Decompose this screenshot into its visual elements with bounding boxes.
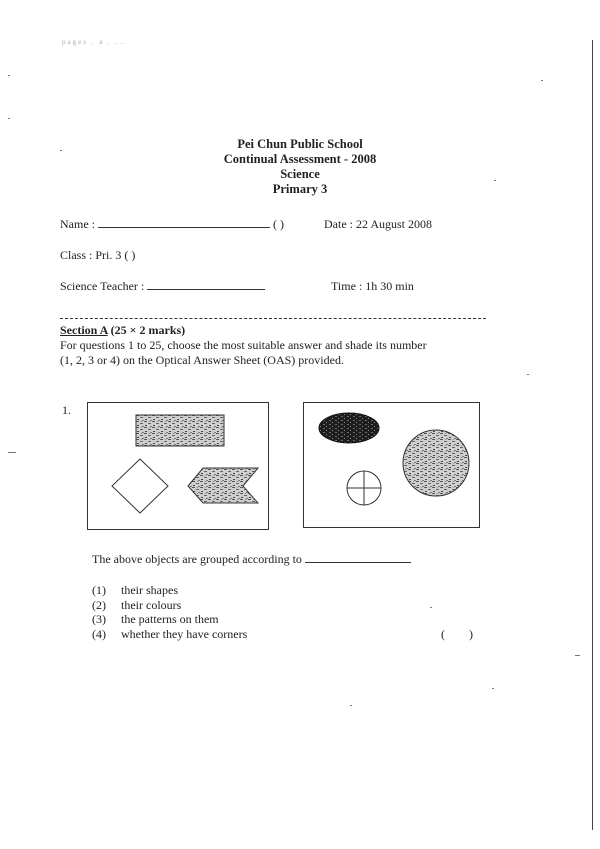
group-b-box (303, 402, 480, 528)
scan-speck (8, 118, 10, 119)
answer-blank (305, 553, 411, 563)
plain-diamond (112, 459, 168, 513)
scan-speck (492, 688, 494, 689)
scan-speck (8, 75, 10, 76)
name-label: Name : (60, 217, 95, 231)
option-text: their shapes (121, 583, 178, 597)
instruction-line-2: (1, 2, 3 or 4) on the Optical Answer Sheet (OAS) provided. (60, 353, 344, 367)
question-stem (92, 552, 411, 567)
scan-speck (8, 452, 16, 453)
option-number: (4) (92, 626, 106, 641)
school-name: Pei Chun Public School (237, 137, 363, 151)
option-number: (2) (92, 597, 106, 612)
answer-bracket: ( ) (441, 627, 473, 641)
class-field: Class : Pri. 3 ( ) (60, 248, 136, 262)
name-field (60, 217, 284, 232)
section-heading (60, 323, 185, 338)
time-text: Time : 1h 30 min (331, 279, 414, 293)
option-4 (92, 627, 247, 642)
patterned-chevron (188, 468, 258, 503)
question-number: 1. (62, 403, 71, 417)
option-2 (92, 598, 247, 613)
option-number: (1) (92, 583, 106, 597)
section-separator (60, 318, 486, 319)
group-b-shapes (304, 403, 479, 527)
scan-speck (541, 80, 543, 81)
option-1 (92, 583, 247, 598)
scan-header-artifact: pages . a . ... (62, 38, 127, 46)
option-text: their colours (121, 597, 182, 612)
date-text: Date : 22 August 2008 (324, 217, 432, 231)
scan-speck (527, 374, 529, 375)
patterned-circle (403, 430, 469, 496)
group-a-box (87, 402, 269, 530)
option-3 (92, 612, 247, 627)
teacher-blank (147, 280, 265, 290)
dark-oval (319, 413, 379, 443)
teacher-label: Science Teacher : (60, 279, 145, 293)
name-blank (98, 218, 270, 228)
patterned-rectangle (136, 415, 224, 446)
section-marks: (25 × 2 marks) (110, 323, 186, 337)
section-title: Section A (60, 323, 108, 337)
teacher-field (60, 279, 265, 294)
options-list (92, 583, 247, 641)
option-text: the patterns on them (121, 612, 219, 626)
scan-speck (430, 607, 432, 608)
level-title: Primary 3 (272, 182, 328, 196)
subject-title: Science (280, 167, 320, 181)
scan-speck (350, 705, 352, 706)
question-stem-text: The above objects are grouped according to (92, 552, 302, 566)
option-number: (3) (92, 612, 106, 626)
instruction-line-1: For questions 1 to 25, choose the most suitable answer and shade its number (60, 338, 427, 352)
option-text: whether they have corners (121, 626, 248, 641)
scan-speck (575, 655, 580, 656)
group-a-shapes (88, 403, 268, 529)
assessment-title: Continual Assessment - 2008 (223, 152, 377, 166)
register-number-paren: ( ) (273, 217, 284, 231)
